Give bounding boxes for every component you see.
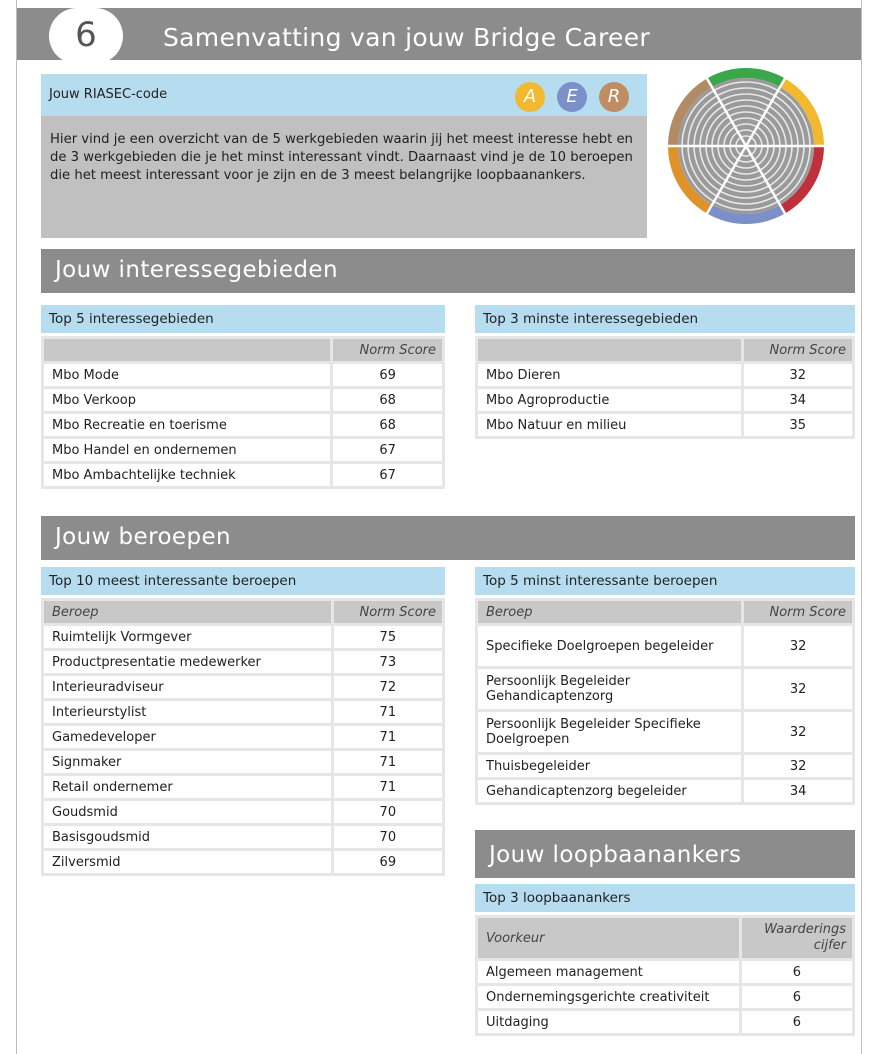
row-name: Thuisbegeleider bbox=[478, 755, 741, 777]
riasec-code-a: A bbox=[515, 82, 545, 112]
row-name: Gamedeveloper bbox=[44, 726, 331, 748]
row-score: 71 bbox=[334, 776, 442, 798]
column-header-score: Norm Score bbox=[744, 601, 852, 623]
row-score: 6 bbox=[742, 986, 852, 1008]
row-name: Interieurstylist bbox=[44, 701, 331, 723]
row-score: 32 bbox=[744, 712, 852, 752]
section-jobs-title: Jouw beroepen bbox=[41, 516, 855, 560]
row-name: Mbo Natuur en milieu bbox=[478, 414, 741, 436]
row-name: Goudsmid bbox=[44, 801, 331, 823]
row-name: Mbo Ambachtelijke techniek bbox=[44, 464, 330, 486]
table-row bbox=[478, 986, 852, 1008]
row-name: Mbo Recreatie en toerisme bbox=[44, 414, 330, 436]
row-name: Productpresentatie medewerker bbox=[44, 651, 331, 673]
row-score: 67 bbox=[333, 464, 442, 486]
top-jobs-table bbox=[41, 567, 445, 876]
row-score: 32 bbox=[744, 755, 852, 777]
top-interests-title: Top 5 interessegebieden bbox=[41, 305, 445, 333]
column-header-name: Beroep bbox=[44, 601, 331, 623]
column-header-name: Voorkeur bbox=[478, 918, 739, 958]
row-score: 72 bbox=[334, 676, 442, 698]
least-jobs-title: Top 5 minst interessante beroepen bbox=[475, 567, 855, 595]
riasec-header bbox=[41, 74, 647, 116]
table-row bbox=[478, 626, 852, 666]
row-score: 35 bbox=[744, 414, 852, 436]
row-name: Interieuradviseur bbox=[44, 676, 331, 698]
table-row bbox=[478, 389, 852, 411]
table-row bbox=[44, 676, 442, 698]
table-row bbox=[44, 626, 442, 648]
top-interests-grid bbox=[41, 336, 445, 489]
table-row bbox=[478, 755, 852, 777]
table-header-row bbox=[478, 339, 852, 361]
row-score: 70 bbox=[334, 801, 442, 823]
header-bar bbox=[17, 8, 861, 60]
row-name: Signmaker bbox=[44, 751, 331, 773]
least-interests-title: Top 3 minste interessegebieden bbox=[475, 305, 855, 333]
table-row bbox=[478, 1011, 852, 1033]
row-name: Gehandicaptenzorg begeleider bbox=[478, 780, 741, 802]
row-score: 73 bbox=[334, 651, 442, 673]
least-jobs-grid bbox=[475, 598, 855, 805]
column-header-name: Beroep bbox=[478, 601, 741, 623]
top-interests-table bbox=[41, 305, 445, 489]
table-row bbox=[44, 464, 442, 486]
table-row bbox=[44, 776, 442, 798]
table-header-row bbox=[478, 601, 852, 623]
table-row bbox=[44, 801, 442, 823]
row-name: Mbo Mode bbox=[44, 364, 330, 386]
report-page bbox=[16, 0, 862, 1054]
anchors-title: Top 3 loopbaanankers bbox=[475, 884, 855, 912]
summary-description: Hier vind je een overzicht van de 5 werkgebieden waarin jij het meest interesse hebt en de 3 werkgebieden die je het minst interessant vindt. Daarnaast vind je de 10 beroepen die het meest interessant voor je zijn en de 3 meest belangrijke loopbaanankers. bbox=[41, 116, 647, 238]
riasec-wheel-icon bbox=[658, 66, 834, 226]
top-jobs-grid bbox=[41, 598, 445, 876]
table-row bbox=[478, 780, 852, 802]
row-score: 68 bbox=[333, 389, 442, 411]
table-row bbox=[44, 851, 442, 873]
row-score: 32 bbox=[744, 669, 852, 709]
row-score: 6 bbox=[742, 961, 852, 983]
row-name: Uitdaging bbox=[478, 1011, 739, 1033]
table-header-row bbox=[44, 339, 442, 361]
row-name: Ondernemingsgerichte creativiteit bbox=[478, 986, 739, 1008]
row-name: Mbo Handel en ondernemen bbox=[44, 439, 330, 461]
table-row bbox=[478, 669, 852, 709]
column-header-name bbox=[478, 339, 741, 361]
table-row bbox=[44, 364, 442, 386]
row-score: 70 bbox=[334, 826, 442, 848]
row-name: Mbo Dieren bbox=[478, 364, 741, 386]
section-anchors-title: Jouw loopbaanankers bbox=[475, 830, 855, 878]
row-name: Mbo Verkoop bbox=[44, 389, 330, 411]
row-score: 67 bbox=[333, 439, 442, 461]
table-header-row bbox=[44, 601, 442, 623]
riasec-code-r: R bbox=[599, 82, 629, 112]
column-header-score: Waarderings cijfer bbox=[742, 918, 852, 958]
row-score: 71 bbox=[334, 701, 442, 723]
riasec-code-e: E bbox=[557, 82, 587, 112]
section-interests-title: Jouw interessegebieden bbox=[41, 249, 855, 293]
riasec-label: Jouw RIASEC-code bbox=[49, 87, 168, 102]
column-header-score: Norm Score bbox=[744, 339, 852, 361]
table-row bbox=[44, 439, 442, 461]
row-name: Algemeen management bbox=[478, 961, 739, 983]
least-jobs-table bbox=[475, 567, 855, 805]
table-row bbox=[44, 389, 442, 411]
row-score: 32 bbox=[744, 626, 852, 666]
row-name: Zilversmid bbox=[44, 851, 331, 873]
row-score: 32 bbox=[744, 364, 852, 386]
table-row bbox=[44, 701, 442, 723]
row-score: 71 bbox=[334, 726, 442, 748]
row-name: Mbo Agroproductie bbox=[478, 389, 741, 411]
table-row bbox=[44, 651, 442, 673]
row-score: 68 bbox=[333, 414, 442, 436]
row-score: 69 bbox=[334, 851, 442, 873]
table-header-row bbox=[478, 918, 852, 958]
row-name: Ruimtelijk Vormgever bbox=[44, 626, 331, 648]
table-row bbox=[478, 961, 852, 983]
table-row bbox=[44, 414, 442, 436]
row-score: 71 bbox=[334, 751, 442, 773]
row-score: 34 bbox=[744, 389, 852, 411]
table-row bbox=[478, 712, 852, 752]
row-name: Basisgoudsmid bbox=[44, 826, 331, 848]
column-header-score: Norm Score bbox=[333, 339, 442, 361]
column-header-score: Norm Score bbox=[334, 601, 442, 623]
anchors-table bbox=[475, 884, 855, 1036]
row-score: 34 bbox=[744, 780, 852, 802]
top-jobs-title: Top 10 meest interessante beroepen bbox=[41, 567, 445, 595]
row-name: Specifieke Doelgroepen begeleider bbox=[478, 626, 741, 666]
row-score: 75 bbox=[334, 626, 442, 648]
table-row bbox=[44, 826, 442, 848]
page-title: Samenvatting van jouw Bridge Career bbox=[163, 23, 650, 52]
table-row bbox=[44, 751, 442, 773]
row-score: 6 bbox=[742, 1011, 852, 1033]
table-row bbox=[44, 726, 442, 748]
row-name: Persoonlijk Begeleider Gehandicaptenzorg bbox=[478, 669, 741, 709]
row-score: 69 bbox=[333, 364, 442, 386]
least-interests-grid bbox=[475, 336, 855, 439]
column-header-name bbox=[44, 339, 330, 361]
row-name: Retail ondernemer bbox=[44, 776, 331, 798]
least-interests-table bbox=[475, 305, 855, 439]
chapter-number-badge: 6 bbox=[49, 8, 123, 64]
row-name: Persoonlijk Begeleider Specifieke Doelgroepen bbox=[478, 712, 741, 752]
anchors-grid bbox=[475, 915, 855, 1036]
table-row bbox=[478, 414, 852, 436]
table-row bbox=[478, 364, 852, 386]
